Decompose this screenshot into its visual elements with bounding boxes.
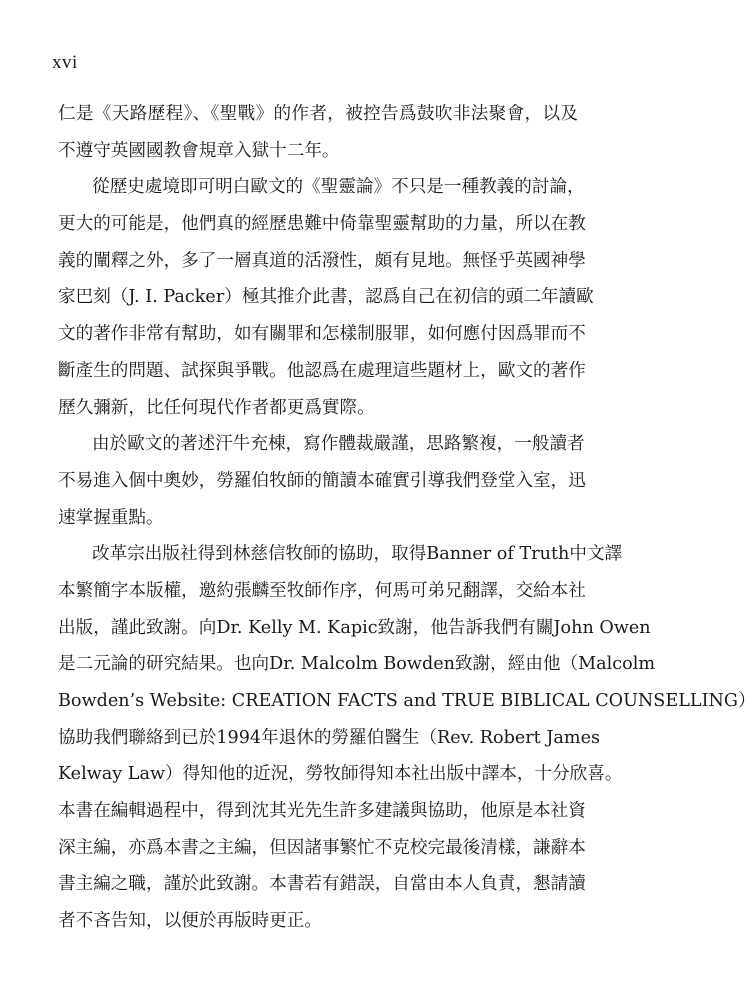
paragraph-3 [58,426,586,536]
text-line: 本繁簡字本版權，邀約張麟至牧師作序，何馬可弟兄翻譯，交給本社 [58,580,586,601]
text-line: 不易進入個中奧妙，勞羅伯牧師的簡讀本確實引導我們登堂入室，迅 [58,470,586,491]
text-line: 速掌握重點。 [58,507,164,528]
text-line: Kelway Law）得知他的近況，勞牧師得知本社出版中譯本，十分欣喜。 [58,764,623,785]
text-line: 文的著作非常有幫助，如有關罪和怎樣制服罪，如何應付因爲罪而不 [58,324,586,345]
paragraph-1 [58,96,578,169]
text-line: 由於歐文的著述汗牛充棟，寫作體裁嚴謹，思路繁複，一般讀者 [92,434,585,455]
text-line: 書主編之職，謹於此致謝。本書若有錯誤，自當由本人負責，懇請讀 [58,874,586,895]
text-line: 家巴刻（J. I. Packer）極其推介此書，認爲自己在初信的頭二年讀歐 [58,287,594,308]
text-line: 本書在編輯過程中，得到沈其光先生許多建議與協助，他原是本社資 [58,801,586,822]
paragraph-2 [58,169,594,426]
text-line: 深主編，亦爲本書之主編，但因諸事繁忙不克校完最後清樣，謙辭本 [58,837,586,858]
text-line: 歷久彌新，比任何現代作者都更爲實際。 [58,397,375,418]
body-text [58,96,756,940]
text-line: 更大的可能是，他們真的經歷患難中倚靠聖靈幫助的力量，所以在教 [58,214,586,235]
text-line: 不遵守英國國教會規章入獄十二年。 [58,140,340,161]
text-line: 仁是《天路歷程》、《聖戰》的作者，被控告爲鼓吹非法聚會，以及 [58,104,578,124]
text-line: 出版，謹此致謝。向Dr. Kelly M. Kapic致謝，他告訴我們有關John Owen [58,617,651,638]
text-line: 協助我們聯絡到已於1994年退休的勞羅伯醫生（Rev. Robert James [58,727,601,748]
paragraph-4 [58,536,756,940]
text-line: 從歷史處境即可明白歐文的《聖靈論》不只是一種教義的討論， [92,177,585,198]
page-number: xvi [52,52,78,73]
text-line: 是二元論的研究結果。也向Dr. Malcolm Bowden致謝，經由他（Malcolm [58,654,656,675]
text-line: 斷產生的問題、試探與爭戰。他認爲在處理這些題材上，歐文的著作 [58,360,586,381]
text-line: 者不吝告知，以便於再版時更正。 [58,911,322,932]
text-line: 義的闡釋之外，多了一層真道的活潑性，頗有見地。無怪乎英國神學 [58,250,586,271]
text-line: 改革宗出版社得到林慈信牧師的協助，取得Banner of Truth中文譯 [92,544,623,565]
text-line: Bowden’s Website: CREATION FACTS and TRUE BIBLICAL COUNSELLING） [58,691,756,711]
